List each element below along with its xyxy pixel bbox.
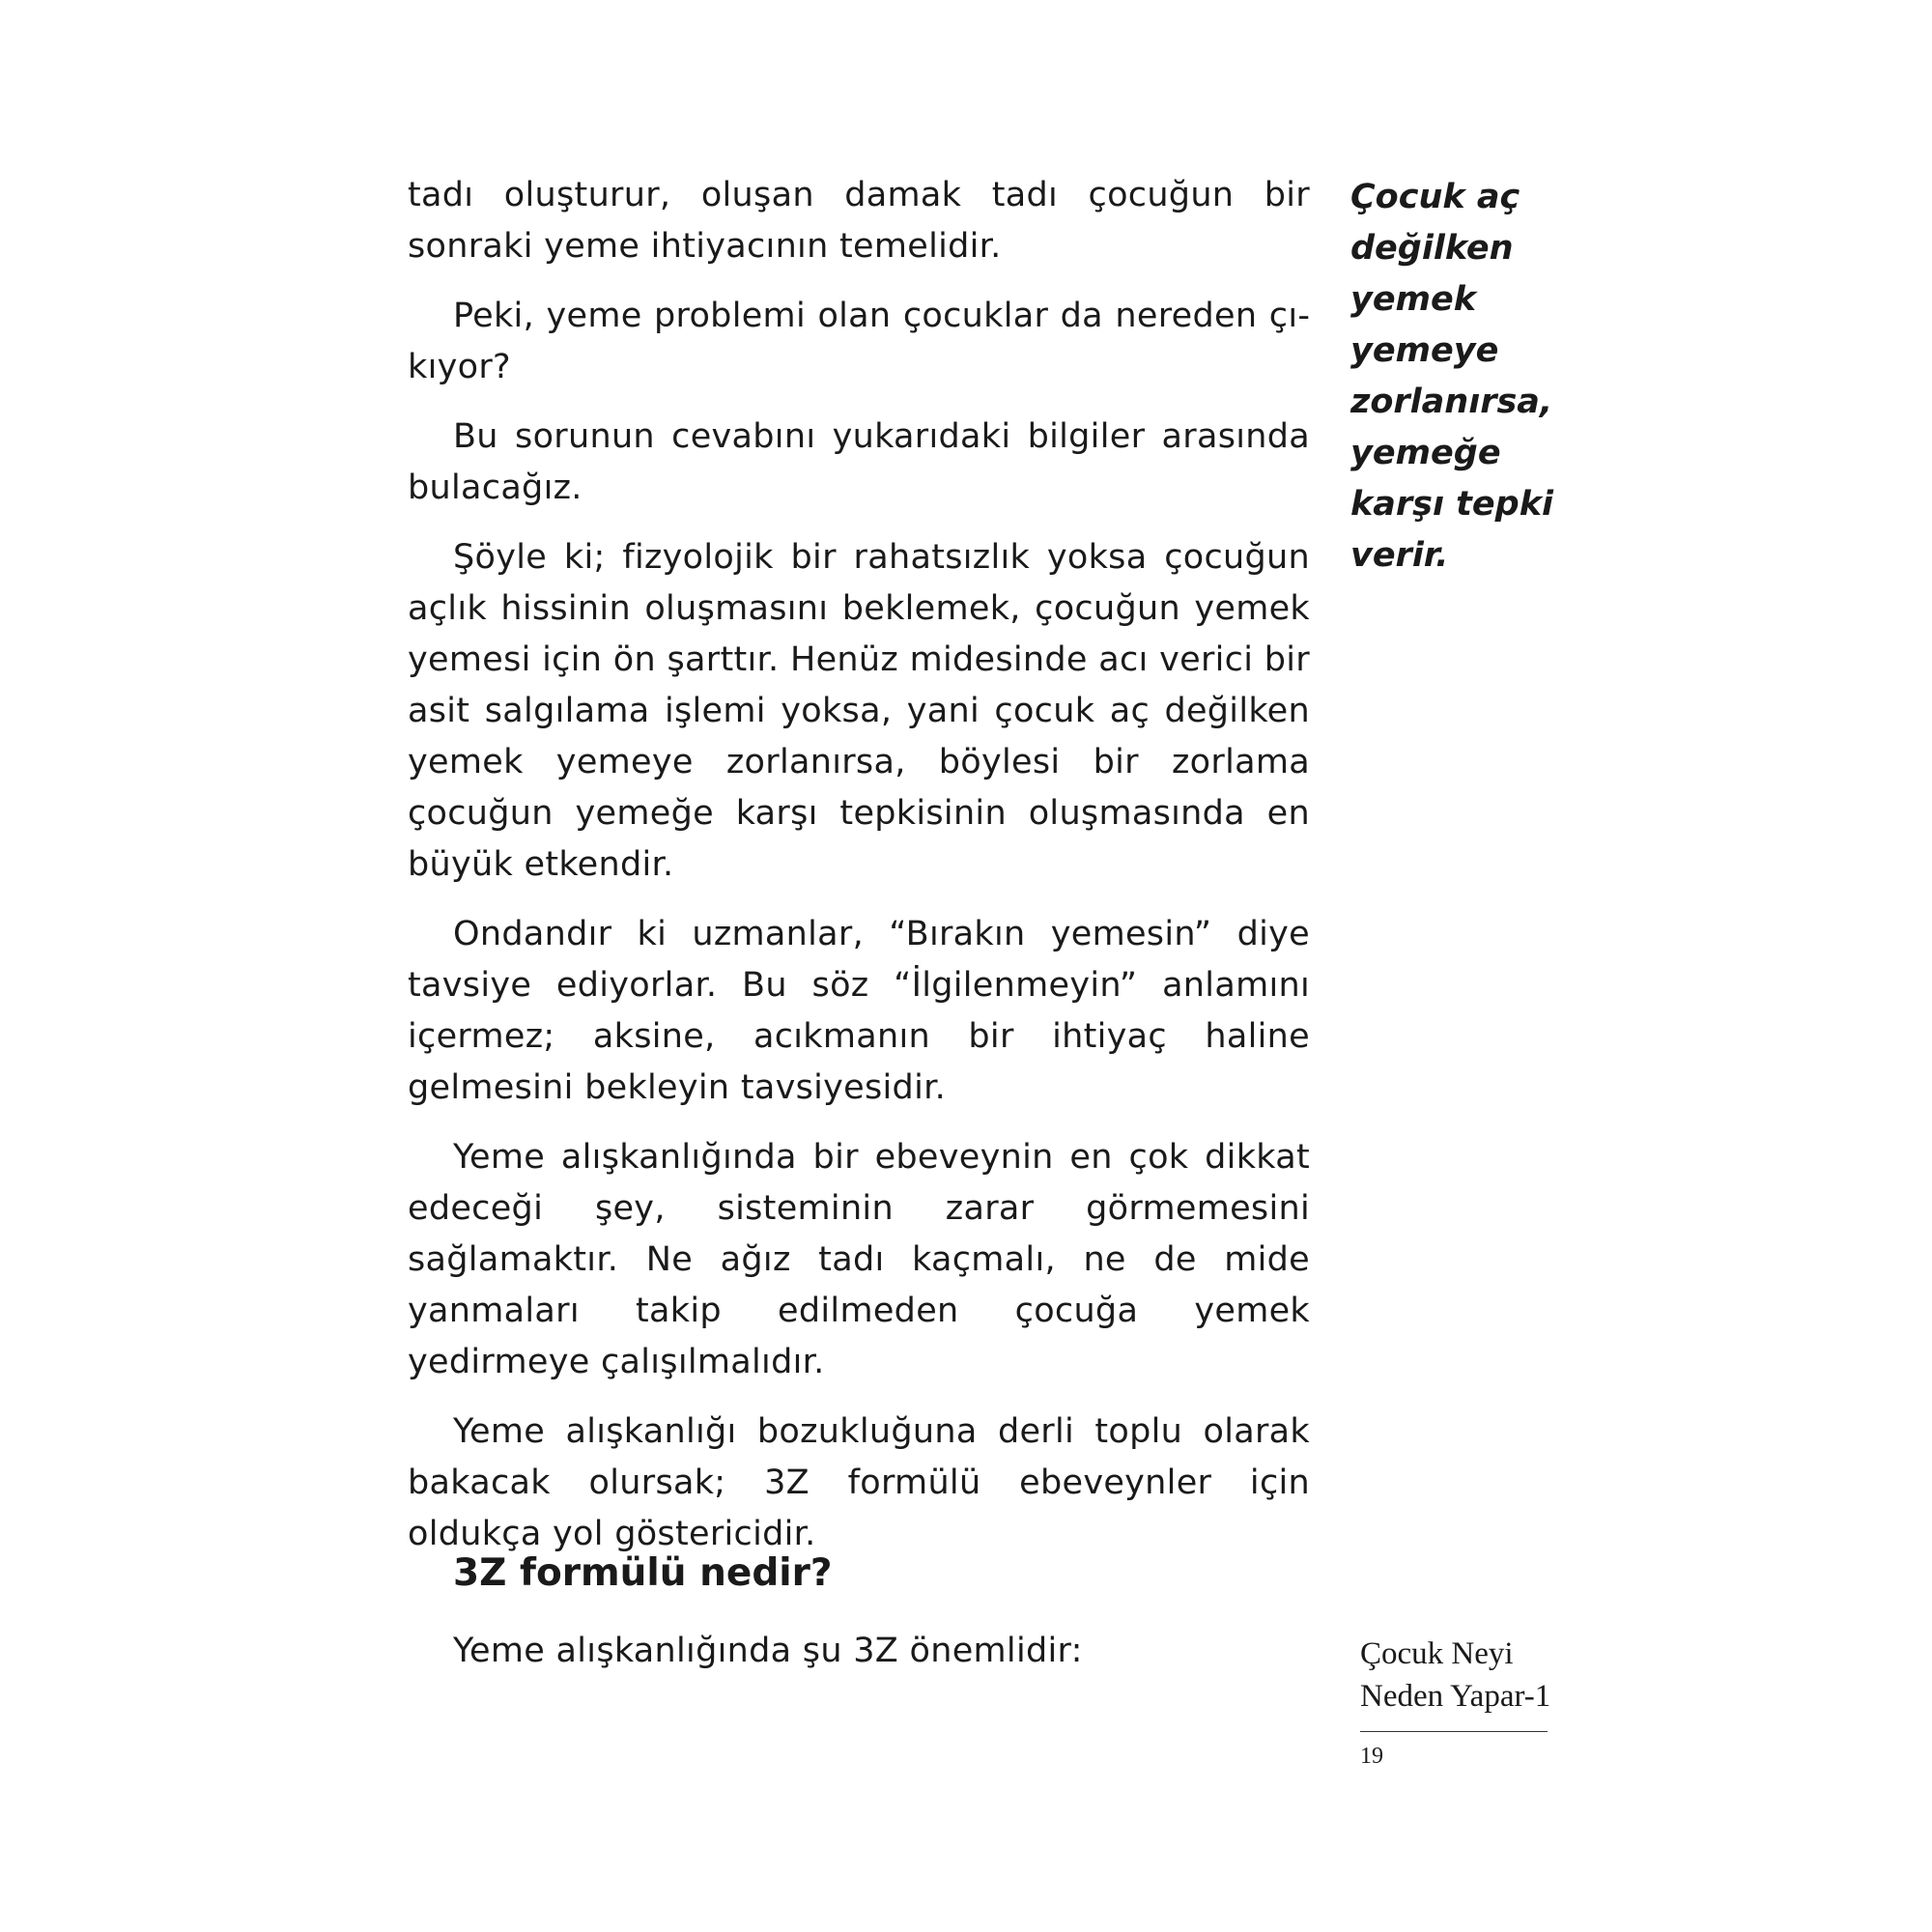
- section-intro: Yeme alışkanlığında şu 3Z önemlidir:: [453, 1632, 1083, 1670]
- margin-pull-quote: [1350, 172, 1582, 582]
- body-paragraph: Yeme alışkanlığı bozukluğuna derli toplu olarak bakacak olursak; 3Z formülü ebeveynler için oldukça yol göstericidir.: [408, 1412, 1310, 1553]
- body-paragraph: tadı oluşturur, oluşan damak tadı çocuğun bir sonraki yeme ihtiyacının temelidir.: [408, 176, 1310, 266]
- pull-quote-line: zorlanırsa,: [1350, 383, 1553, 421]
- page-number: 19: [1360, 1744, 1383, 1769]
- pull-quote-line: verir.: [1350, 536, 1449, 575]
- book-title: [1360, 1633, 1582, 1718]
- book-title-line: Çocuk Neyi: [1360, 1636, 1514, 1671]
- main-text-column: [408, 170, 1310, 1578]
- pull-quote-line: Çocuk aç: [1350, 178, 1520, 216]
- running-footer: [1360, 1633, 1582, 1771]
- book-title-line: Neden Yapar-1: [1360, 1679, 1551, 1714]
- body-paragraph: Peki, yeme problemi olan çocuklar da nereden çıkıyor?: [408, 297, 1310, 386]
- footer-divider: [1360, 1731, 1548, 1732]
- pull-quote-line: değilken: [1350, 229, 1514, 268]
- pull-quote-line: yemeye: [1350, 331, 1499, 370]
- section-heading: 3Z formülü nedir?: [453, 1551, 833, 1595]
- body-paragraph: Yeme alışkanlığında bir ebeveynin en çok dikkat edeceği şey, sisteminin zarar görmemesini sağlamaktır. Ne ağız tadı kaçmalı, ne de mide yanmaları takip edilmeden çocuğa yemek yedirmeye çalışılmalıdır.: [408, 1138, 1310, 1381]
- body-paragraph: Şöyle ki; fizyolojik bir rahatsızlık yoksa çocuğun açlık hissinin oluşmasını beklemek, çocuğun yemek yemesi için ön şarttır. Henüz midesinde acı verici bir asit salgılama işlemi yoksa, yani çocuk aç değilken yemek yemeye zorlanırsa, böylesi bir zorlama çocuğun yemeğe karşı tepkisinin oluşmasında en büyük etkendir.: [408, 538, 1310, 884]
- pull-quote-line: yemeğe: [1350, 434, 1501, 472]
- body-paragraph: Ondandır ki uzmanlar, “Bırakın yemesin” diye tavsiye ediyorlar. Bu söz “İlgilenmeyin” anlamını içermez; aksine, acıkmanın bir ihtiyaç haline gelmesini bekleyin tavsiyesidir.: [408, 915, 1310, 1107]
- pull-quote-line: yemek: [1350, 280, 1477, 319]
- body-paragraph: Bu sorunun cevabını yukarıdaki bilgiler arasında bulacağız.: [408, 417, 1310, 507]
- pull-quote-line: karşı tepki: [1350, 485, 1553, 524]
